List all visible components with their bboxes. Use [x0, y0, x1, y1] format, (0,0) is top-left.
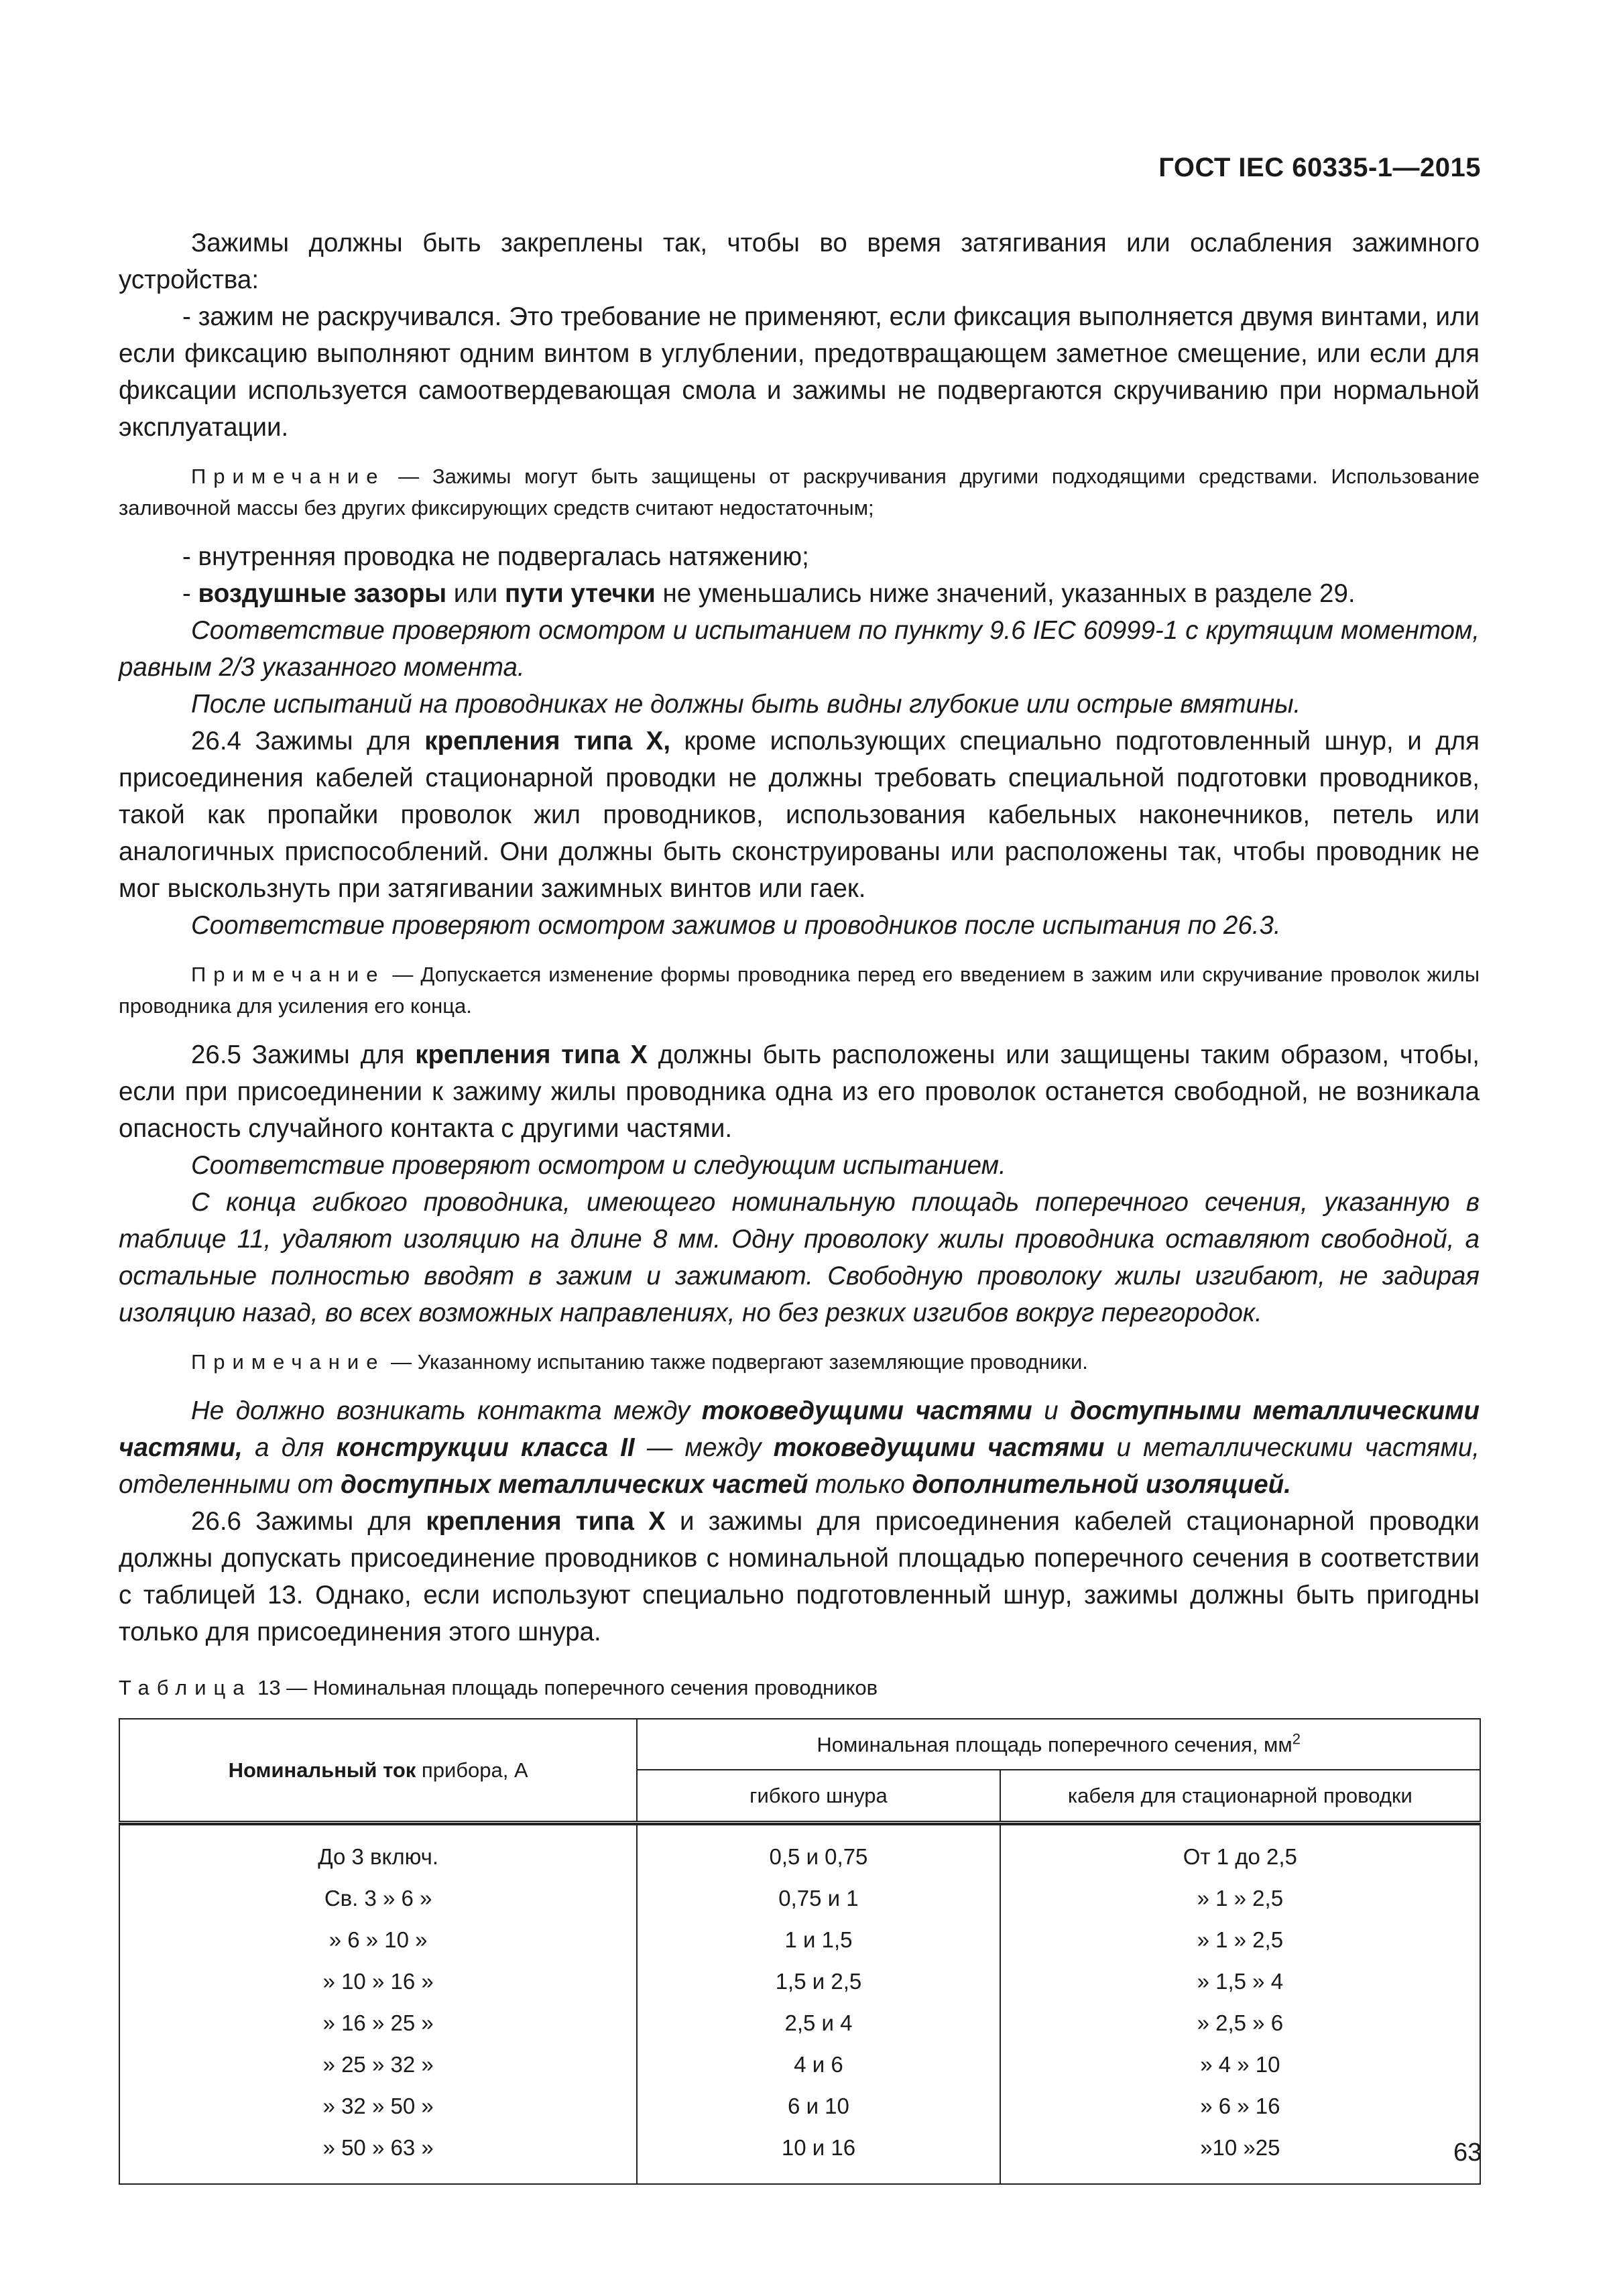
- text: кроме использующих специально подготовленный шнур, и для присоединения кабелей стационарной проводки не должны требовать специальной подготовки проводников, такой как пропайки проволок жил проводников, использования кабельных наконечников, петель или аналогичных приспособлений. Они должны быть сконструированы или расположены так, чтобы проводник не мог выскользнуть при затягивании зажимных винтов или гаек.: [119, 727, 1480, 903]
- unit-superscript: 2: [1292, 1730, 1301, 1748]
- requirement-text: [119, 1392, 1480, 1503]
- document-id-header: ГОСТ IEC 60335-1—2015: [1158, 153, 1481, 182]
- dash: -: [182, 579, 198, 608]
- table-cell: » 50 » 63 »: [322, 2135, 434, 2160]
- list-item: - зажим не раскручивался. Это требование не применяют, если фиксация выполняется двумя винтами, или если фиксацию выполняют одним винтом в углублении, предотвращающем заметное смещение, или если для фиксации используется самоотвердевающая смола и зажимы не подвергаются скручиванию при нормальной эксплуатации.: [119, 302, 1480, 442]
- col-header-area-group: [637, 1719, 1480, 1770]
- term: крепления типа X: [415, 1040, 648, 1069]
- table-cell: Св. 3 » 6 »: [324, 1886, 432, 1911]
- table-caption-label: Таблица: [119, 1676, 252, 1699]
- table-cell: » 6 » 10 »: [328, 1927, 428, 1952]
- term: доступных металлических частей: [340, 1470, 808, 1499]
- term: конструкции класса II: [336, 1433, 635, 1462]
- document-body: [119, 225, 1480, 2185]
- col-header-flexible: гибкого шнура: [637, 1770, 1000, 1823]
- term: воздушные зазоры: [198, 579, 447, 608]
- term: крепления типа X: [426, 1507, 666, 1536]
- clause-26-6: [119, 1503, 1480, 1650]
- note: [119, 959, 1480, 1022]
- list-item: - внутренняя проводка не подвергалась натяжению;: [182, 542, 809, 571]
- term: токоведущими частями: [701, 1396, 1032, 1425]
- text: или: [446, 579, 505, 608]
- group-header-text: Номинальная площадь поперечного сечения, мм: [817, 1732, 1293, 1756]
- table-cell: » 2,5 » 6: [1197, 2010, 1284, 2035]
- note: [119, 461, 1480, 524]
- table-cell: 2,5 и 4: [784, 2010, 853, 2035]
- note-text: — Указанному испытанию также подвергают заземляющие проводники.: [385, 1350, 1088, 1374]
- text: а для: [242, 1433, 337, 1462]
- note-label: Примечание: [191, 963, 385, 986]
- table-cell: » 25 » 32 »: [322, 2052, 434, 2077]
- clause-26-4: [119, 723, 1480, 907]
- table-cell: От 1 до 2,5: [1183, 1844, 1297, 1869]
- note-text: — Допускается изменение формы проводника перед его введением в зажим или скручивание проволок жилы проводника для усиления его конца.: [119, 963, 1480, 1018]
- col-header-current-rest: прибора, А: [416, 1758, 528, 1782]
- conductor-area-table: [119, 1718, 1481, 2185]
- term: пути утечки: [504, 579, 656, 608]
- term: крепления типа X,: [424, 727, 671, 756]
- table-cell: »10 »25: [1200, 2135, 1280, 2160]
- text: не уменьшались ниже значений, указанных в разделе 29.: [655, 579, 1356, 608]
- table-cell: » 1,5 » 4: [1197, 1969, 1284, 1994]
- note-label: Примечание: [191, 465, 385, 488]
- text: — между: [634, 1433, 774, 1462]
- table-cell: 1 и 1,5: [784, 1927, 853, 1952]
- table-cell: До 3 включ.: [318, 1844, 438, 1869]
- note-label: Примечание: [191, 1350, 385, 1374]
- compliance-text: Соответствие проверяют осмотром и испытанием по пункту 9.6 IEC 60999-1 с крутящим моментом, равным 2/3 указанного момента.: [119, 616, 1480, 682]
- compliance-text: После испытаний на проводниках не должны быть видны глубокие или острые вмятины.: [191, 690, 1301, 719]
- table-cell: 0,5 и 0,75: [769, 1844, 868, 1869]
- term: токоведущими частями: [773, 1433, 1105, 1462]
- table-cell: » 4 » 10: [1200, 2052, 1280, 2077]
- text: только: [808, 1470, 912, 1499]
- compliance-text: Соответствие проверяют осмотром и следующим испытанием.: [191, 1151, 1006, 1180]
- table-cell: » 10 » 16 »: [322, 1969, 434, 1994]
- term: доступными металлическими частями,: [119, 1396, 1480, 1462]
- test-description: С конца гибкого проводника, имеющего номинальную площадь поперечного сечения, указанную в таблице 11, удаляют изоляцию на длине 8 мм. Одну проволоку жилы проводника оставляют свободной, а остальные полностью вводят в зажим и зажимают. Свободную проволоку жилы изгибают, не задирая изоляцию назад, во всех возможных направлениях, но без резких изгибов вокруг перегородок.: [119, 1188, 1480, 1327]
- table-cell: » 1 » 2,5: [1197, 1927, 1284, 1952]
- col-header-fixed: кабеля для стационарной проводки: [1000, 1770, 1480, 1823]
- text: и зажимы для присоединения кабелей стационарной проводки должны допускать присоединение проводников с номинальной площадью поперечного сечения в соответствии с таблицей 13. Однако, если используют специально подготовленный шнур, зажимы должны быть пригодны только для присоединения этого шнура.: [119, 1507, 1480, 1646]
- text: 26.6 Зажимы для: [191, 1507, 426, 1536]
- text: Не должно возникать контакта между: [191, 1396, 702, 1425]
- table-cell: 10 и 16: [781, 2135, 856, 2160]
- table-cell: 4 и 6: [794, 2052, 843, 2077]
- fixed-wiring-column: [1000, 1825, 1480, 2184]
- col-header-current-bold: Номинальный ток: [228, 1758, 416, 1782]
- table-cell: 1,5 и 2,5: [775, 1969, 862, 1994]
- table-caption-text: 13 — Номинальная площадь поперечного сечения проводников: [251, 1676, 878, 1699]
- table-cell: » 1 » 2,5: [1197, 1886, 1284, 1911]
- note: [119, 1346, 1480, 1378]
- table-cell: » 16 » 25 »: [322, 2010, 434, 2035]
- text: 26.5 Зажимы для: [191, 1040, 416, 1069]
- current-column: [119, 1825, 637, 2184]
- compliance-text: Соответствие проверяют осмотром зажимов и проводников после испытания по 26.3.: [191, 911, 1281, 940]
- text: и металлическими частями, отделенными от: [119, 1433, 1480, 1499]
- paragraph: Зажимы должны быть закреплены так, чтобы во время затягивания или ослабления зажимного устройства:: [119, 229, 1480, 294]
- clause-26-5: [119, 1036, 1480, 1147]
- page-number: 63: [1453, 2138, 1482, 2167]
- table-cell: 6 и 10: [788, 2094, 849, 2118]
- flexible-column: [637, 1825, 1000, 2184]
- table-cell: » 32 » 50 »: [322, 2094, 434, 2118]
- term: дополнительной изоляцией.: [912, 1470, 1291, 1499]
- table-cell: 0,75 и 1: [778, 1886, 859, 1911]
- col-header-current: [119, 1719, 637, 1823]
- text: должны быть расположены или защищены таким образом, чтобы, если при присоединении к зажиму жилы проводника одна из его проволок останется свободной, не возникала опасность случайного контакта с другими частями.: [119, 1040, 1480, 1143]
- text: и: [1032, 1396, 1071, 1425]
- table-caption: [119, 1669, 1480, 1706]
- note-text: — Зажимы могут быть защищены от раскручивания другими подходящими средствами. Использование заливочной массы без других фиксирующих средств считают недостаточным;: [119, 465, 1480, 520]
- text: 26.4 Зажимы для: [191, 727, 425, 756]
- table-cell: » 6 » 16: [1200, 2094, 1280, 2118]
- list-item: [119, 575, 1480, 612]
